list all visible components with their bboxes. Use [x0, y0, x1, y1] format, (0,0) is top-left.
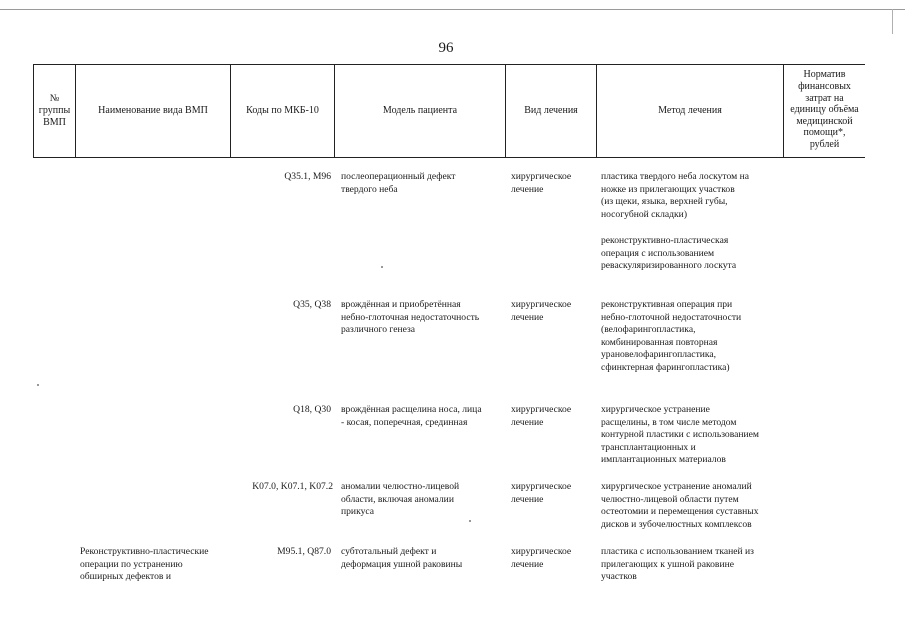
row-patient-model: послеоперационный дефект твердого неба: [341, 171, 456, 195]
row-icd-codes: Q18, Q30: [293, 404, 331, 415]
row-vmp-name: Реконструктивно-пластические операции по устранению обширных дефектов и: [80, 546, 209, 582]
row-icd-codes: Q35.1, M96: [284, 171, 331, 182]
header-icd-codes: Коды по МКБ-10: [246, 105, 319, 116]
row-treatment-type: хирургическое лечение: [511, 171, 572, 195]
page-number: 96: [438, 40, 454, 56]
row-treatment-method: пластика с использованием тканей из прилегающих к ушной раковине участков: [601, 546, 754, 582]
header-cost-standard: Норматив финансовых затрат на единицу объёма медицинской помощи*, рублей: [790, 69, 859, 150]
row-patient-model: врождённая расщелина носа, лица - косая, поперечная, срединная: [341, 404, 482, 428]
row-treatment-method: реконструктивная операция при небно-глоточной недостаточности (велофарингопластика, комбинированная повторная урановелофарингопластика, сфинктерная фарингопластика): [601, 299, 742, 373]
row-treatment-method: хирургическое устранение расщелины, в том числе методом контурной пластики с использованием трансплантационных и имплантационных материалов: [601, 404, 759, 465]
scan-edge-right: [892, 9, 893, 34]
header-treatment-method: Метод лечения: [658, 105, 722, 116]
row-treatment-method: пластика твердого неба лоскутом на ножке из прилегающих участков (из щеки, языка, верхней губы, носогубной складки): [601, 171, 749, 220]
table-header-bottom-border: [33, 157, 865, 158]
row-treatment-type: хирургическое лечение: [511, 299, 572, 323]
row-treatment-type: хирургическое лечение: [511, 546, 572, 570]
row-patient-model: аномалии челюстно-лицевой области, включая аномалии прикуса: [341, 481, 460, 517]
row-patient-model: врождённая и приобретённая небно-глоточная недостаточность различного генеза: [341, 299, 480, 335]
scan-speck: [37, 384, 39, 386]
row-icd-codes: M95.1, Q87.0: [277, 546, 331, 557]
row-treatment-type: хирургическое лечение: [511, 481, 572, 505]
row-treatment-method: хирургическое устранение аномалий челюстно-лицевой области путем остеотомии и перемещения суставных дисков и зубочелюстных комплексов: [601, 481, 759, 530]
row-icd-codes: Q35, Q38: [293, 299, 331, 310]
scan-edge-top: [0, 9, 905, 10]
header-patient-model: Модель пациента: [382, 105, 458, 116]
header-treatment-type: Вид лечения: [524, 105, 578, 116]
header-vmp-name: Наименование вида ВМП: [98, 105, 208, 116]
header-group-number: № группы ВМП: [38, 93, 71, 128]
row-treatment-type: хирургическое лечение: [511, 404, 572, 428]
row-icd-codes: K07.0, K07.1, K07.2: [252, 481, 333, 492]
scan-speck: [469, 520, 471, 522]
scan-speck: [381, 266, 383, 268]
row-patient-model: субтотальный дефект и деформация ушной раковины: [341, 546, 463, 570]
row-treatment-method: реконструктивно-пластическая операция с использованием реваскуляризированного лоскута: [601, 235, 737, 271]
